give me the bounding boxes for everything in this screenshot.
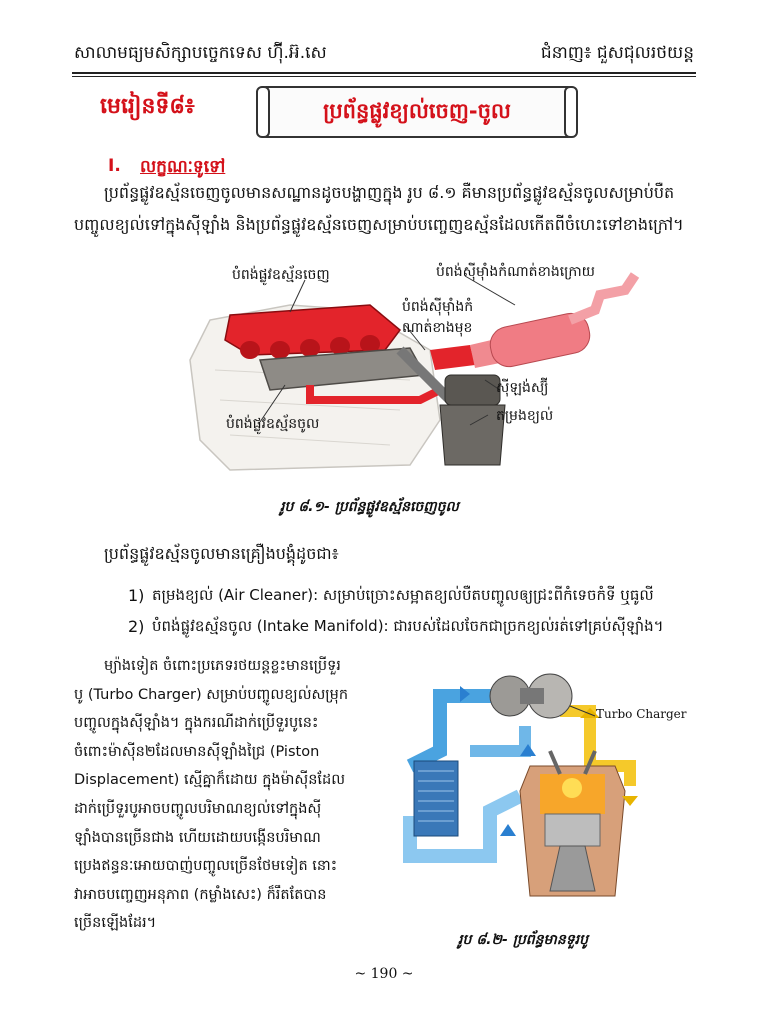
component-1-text: តម្រងខ្យល់ (Air Cleaner): សម្រាប់ច្រោះសម្អាតខ្យល់បឺតបញ្ចូលឲ្យជ្រះពីកំទេចកំទី ឬធូលី [152,586,654,604]
label-intake-manifold: បំពង់ផ្លូវឧស្ម័នចូល [226,416,320,432]
intercooler [414,761,458,836]
intro-line-2: បញ្ចូលខ្យល់ទៅក្នុងស៊ីឡាំង និងប្រព័ន្ធផ្លូវឧស្ម័នចេញសម្រាប់បញ្ចេញឧស្ម័នដែលកើតពីចំហេះទៅខាងក្រៅ។ [74,215,684,234]
turbo-paragraph [74,652,384,938]
turbo-line: បញ្ចូលក្នុងស៊ីឡាំង។ ក្នុងករណីដាក់ប្រើទួរបូនេះ [74,715,319,732]
turbo-line: ចំពោះម៉ាស៊ីន២ដែលមានស៊ីឡាំងជ្រៃ (Piston [74,743,320,760]
combustion-flash [562,778,582,798]
header-school: សាលាមធ្យមសិក្សាបច្ចេកទេស ហ៊ុី.អ៊.សេ [74,43,327,63]
turbo-line: Displacement) ស្មើគ្នាក៏ដោយ ក្នុងម៉ាស៊ីនដែល [74,772,346,789]
turbo-line: ឡាំងបានច្រើនជាង ហើយដោយបង្កើនបរិមាណ [74,829,321,846]
label-exhaust-manifold: បំពង់ផ្លូវឧស្ម័នចេញ [232,267,330,283]
section-title: លក្ខណៈទូទៅ [140,157,226,177]
turbo-line: ច្រើនឡើងដែរ។ [74,915,157,932]
label-air-filter: តម្រងខ្យល់ [496,408,554,424]
turbo-line: បូ (Turbo Charger) សម្រាប់បញ្ចូលខ្យល់សម្រុក [74,686,349,703]
turbo-line: ដាក់ប្រើទួរបូអាចបញ្ចូលបរិមាណខ្យល់ទៅក្នុងស៊ី [74,800,322,817]
lesson-title: ប្រព័ន្ធផ្លូវខ្យល់ចេញ-ចូល [323,99,511,123]
section-number: I. [108,156,121,176]
component-2-num: 2) [128,617,145,636]
components-intro: ប្រព័ន្ធផ្លូវឧស្ម័នចូលមានគ្រឿងបង្គុំដូចជា៖ [104,544,339,563]
piston [545,814,600,846]
air-filter-top [445,375,500,405]
component-2-text: បំពង់ផ្លូវឧស្ម័នចូល (Intake Manifold): ជារបស់ដែលចែកជាច្រកខ្យល់រត់ទៅគ្រប់ស៊ីឡាំង។ [152,617,664,635]
label-rear-muffler: បំពង់ស៊ីម៉ាំងកំណាត់ខាងក្រោយ [436,264,596,280]
turbo-shaft [520,688,544,704]
lesson-label: មេរៀនទី៨៖ [100,94,195,119]
turbo-line: វាអាចបញ្ចេញអនុភាព (កម្លាំងសេះ) ក៏រឹតតែបាន [74,886,327,903]
component-1-num: 1) [128,586,145,605]
label-front-muffler-line1: បំពង់ស៊ីម៉ាំងកំ [402,299,474,315]
figure2-caption: រូប ៨.២- ប្រព័ន្ធមានទួរបូ [458,932,588,948]
page-number: ~ 190 ~ [354,966,414,982]
header-rule-thin [72,76,696,77]
compressor-outlet-path [470,726,525,751]
header-rule [72,72,696,74]
figure-turbo-diagram [400,656,700,918]
label-turbo-charger: Turbo Charger [596,707,687,721]
lesson-title-scroll [262,86,572,138]
front-pipe [430,345,475,370]
turbo-line: ប្រេងឥន្ធនៈអោយបាញ់បញ្ចូលច្រើនថែមទៀត នោះ [74,858,338,875]
intro-line-1: ប្រព័ន្ធផ្លូវឧស្ម័នចេញចូលមានសណ្ឋានដូចបង្ហាញក្នុង រូប ៨.១ គឺមានប្រព័ន្ធផ្លូវឧស្ម័នចូលសម្រាប់បឺត [104,183,675,202]
label-silencer: ស៊ីឡង់ស្យ៊ី [496,380,549,396]
figure-intake-exhaust-diagram [170,250,640,490]
turbo-line: ម្យ៉ាងទៀត ចំពោះប្រភេទរថយន្តខ្លះមានប្រើទួរ [104,658,341,674]
label-front-muffler-line2: ណាត់ខាងមុខ [402,320,473,336]
figure1-caption: រូប ៨.១- ប្រព័ន្ធផ្លូវឧស្ម័នចេញចូល [280,499,459,515]
header-course: ជំនាញ៖ ជួសជុលរថយន្ត [540,43,694,63]
